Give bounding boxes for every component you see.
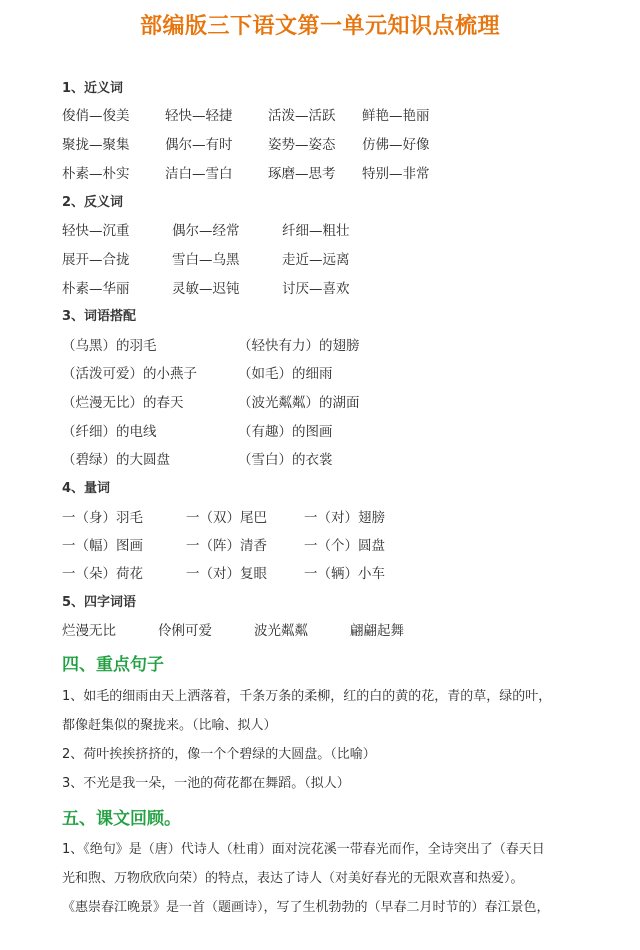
word-pair: 特别—非常 xyxy=(362,166,430,182)
key-sentence-line: 3、不光是我一朵，一池的荷花都在舞蹈。（拟人） xyxy=(62,776,350,791)
word-pair: 洁白—雪白 xyxy=(165,166,233,182)
collocation: （纤细）的电线 xyxy=(62,424,157,440)
document-title: 部编版三下语文第一单元知识点梳理 xyxy=(139,14,500,39)
key-sentence-line: 都像赶集似的聚拢来。（比喻、拟人） xyxy=(62,718,277,733)
word-pair: 讨厌—喜欢 xyxy=(282,281,350,297)
collocations-heading: 3、词语搭配 xyxy=(62,309,137,324)
measure-word: 一（双）尾巴 xyxy=(186,510,267,526)
word-pair: 俊俏—俊美 xyxy=(62,108,130,124)
text-review-line: 1、《绝句》是（唐）代诗人（杜甫）面对浣花溪一带春光而作，全诗突出了（春天日 xyxy=(62,842,545,857)
collocation: （乌黑）的羽毛 xyxy=(62,338,157,354)
collocation: （有趣）的图画 xyxy=(238,424,333,440)
measure-word: 一（阵）清香 xyxy=(186,538,267,554)
text-review-line: 《惠崇春江晚景》是一首（题画诗），写了生机勃勃的（早春二月时节的）春江景色， xyxy=(62,900,550,915)
word-pair: 纤细—粗壮 xyxy=(282,223,350,239)
word-pair: 朴素—华丽 xyxy=(62,281,130,297)
idiom: 翩翩起舞 xyxy=(350,623,404,639)
word-pair: 琢磨—思考 xyxy=(268,166,336,182)
text-review-heading: 五、课文回顾。 xyxy=(62,809,181,829)
key-sentence-line: 1、如毛的细雨由天上洒落着，千条万条的柔柳，红的白的黄的花，青的草，绿的叶， xyxy=(62,689,552,704)
word-pair: 灵敏—迟钝 xyxy=(172,281,240,297)
word-pair: 偶尔—经常 xyxy=(172,223,240,239)
word-pair: 走近—远离 xyxy=(282,252,350,268)
measure-word: 一（身）羽毛 xyxy=(62,510,143,526)
measure-word: 一（个）圆盘 xyxy=(304,538,385,554)
word-pair: 雪白—乌黑 xyxy=(172,252,240,268)
measure-word: 一（辆）小车 xyxy=(304,566,385,582)
text-review-line: 光和煦、万物欣欣向荣）的特点，表达了诗人（对美好春光的无限欢喜和热爱）。 xyxy=(62,871,524,886)
word-pair: 仿佛—好像 xyxy=(362,137,430,153)
word-pair: 姿势—姿态 xyxy=(268,137,336,153)
word-pair: 偶尔—有时 xyxy=(165,137,233,153)
measure-word: 一（幅）图画 xyxy=(62,538,143,554)
collocation: （烂漫无比）的春天 xyxy=(62,395,184,411)
word-pair: 聚拢—聚集 xyxy=(62,137,130,153)
measure-words-heading: 4、量词 xyxy=(62,481,111,496)
antonyms-heading: 2、反义词 xyxy=(62,195,124,210)
synonyms-heading: 1、近义词 xyxy=(62,81,124,96)
word-pair: 活泼—活跃 xyxy=(268,108,336,124)
collocation: （轻快有力）的翅膀 xyxy=(238,338,360,354)
word-pair: 轻快—轻捷 xyxy=(165,108,233,124)
idiom: 波光粼粼 xyxy=(254,623,308,639)
key-sentences-heading: 四、重点句子 xyxy=(62,655,164,675)
idiom: 伶俐可爱 xyxy=(158,623,212,639)
word-pair: 展开—合拢 xyxy=(62,252,130,268)
word-pair: 鲜艳—艳丽 xyxy=(362,108,430,124)
collocation: （雪白）的衣裳 xyxy=(238,452,333,468)
measure-word: 一（对）翅膀 xyxy=(304,510,385,526)
key-sentence-line: 2、荷叶挨挨挤挤的，像一个个碧绿的大圆盘。（比喻） xyxy=(62,747,376,762)
word-pair: 朴素—朴实 xyxy=(62,166,130,182)
collocation: （碧绿）的大圆盘 xyxy=(62,452,170,468)
collocation: （活泼可爱）的小燕子 xyxy=(62,366,197,382)
four-char-words-heading: 5、四字词语 xyxy=(62,595,137,610)
idiom: 烂漫无比 xyxy=(62,623,116,639)
measure-word: 一（对）复眼 xyxy=(186,566,267,582)
measure-word: 一（朵）荷花 xyxy=(62,566,143,582)
collocation: （波光粼粼）的湖面 xyxy=(238,395,360,411)
collocation: （如毛）的细雨 xyxy=(238,366,333,382)
word-pair: 轻快—沉重 xyxy=(62,223,130,239)
